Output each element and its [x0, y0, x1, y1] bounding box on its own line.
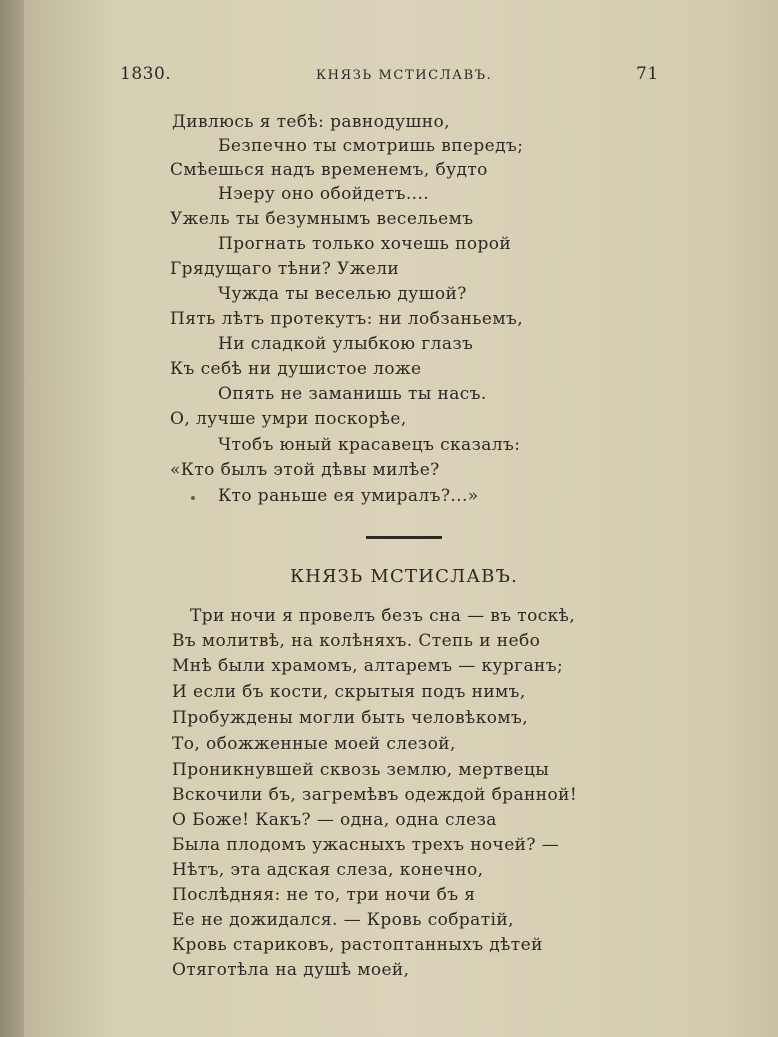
poem-line: Ее не дожидался. — Кровь собратій, — [172, 910, 514, 930]
section-title: КНЯЗЬ МСТИСЛАВЪ. — [290, 566, 519, 587]
poem-line: Кровь стариковъ, растоптанныхъ дѣтей — [172, 935, 543, 955]
poem-line: Ни сладкой улыбкою глазъ — [218, 334, 474, 354]
poem-line: Мнѣ были храмомъ, алтаремъ — курганъ; — [172, 656, 564, 676]
poem-line: Дивлюсь я тебѣ: равнодушно, — [172, 112, 450, 132]
poem-line: Чужда ты веселью душой? — [218, 284, 467, 304]
page-number: 71 — [636, 64, 659, 84]
poem-line: Грядущаго тѣни? Ужели — [170, 259, 400, 279]
ink-speck — [191, 496, 195, 500]
poem-line: Пять лѣтъ протекутъ: ни лобзаньемъ, — [170, 309, 524, 329]
poem-line: «Кто былъ этой дѣвы милѣе? — [170, 460, 440, 480]
poem-line: Три ночи я провелъ безъ сна — въ тоскѣ, — [190, 606, 576, 626]
poem-line: Къ себѣ ни душистое ложе — [170, 359, 422, 379]
poem-line: Ужель ты безумнымъ весельемъ — [170, 209, 474, 229]
poem-line: Въ молитвѣ, на колѣняхъ. Степь и небо — [172, 631, 541, 651]
poem-line: Пробуждены могли быть человѣкомъ, — [172, 708, 528, 728]
running-header-title: КНЯЗЬ МСТИСЛАВЪ. — [316, 68, 493, 83]
poem-line: И если бъ кости, скрытыя подъ нимъ, — [172, 682, 526, 702]
poem-line: Послѣдняя: не то, три ночи бъ я — [172, 885, 476, 905]
poem-line: Нэеру оно обойдетъ.... — [218, 184, 430, 204]
poem-line: Безпечно ты смотришь впередъ; — [218, 136, 524, 156]
poem-line: Вскочили бъ, загремѣвъ одеждой бранной! — [172, 785, 578, 805]
book-gutter — [0, 0, 24, 1037]
poem-line: О Боже! Какъ? — одна, одна слеза — [172, 810, 497, 830]
poem-line: Смѣешься надъ временемъ, будто — [170, 160, 488, 180]
running-header-year: 1830. — [120, 64, 172, 84]
poem-line: Отяготѣла на душѣ моей, — [172, 960, 410, 980]
poem-line: Опять не заманишь ты насъ. — [218, 384, 487, 404]
poem-line: О, лучше умри поскорѣе, — [170, 409, 407, 429]
poem-line: Была плодомъ ужасныхъ трехъ ночей? — — [172, 835, 560, 855]
poem-line: Кто раньше ея умиралъ?...» — [218, 486, 479, 506]
poem-line: Прогнать только хочешь порой — [218, 234, 512, 254]
poem-line: Нѣтъ, эта адская слеза, конечно, — [172, 860, 484, 880]
poem-line: То, обожженные моей слезой, — [172, 734, 456, 754]
section-divider — [366, 536, 442, 539]
poem-line: Проникнувшей сквозь землю, мертвецы — [172, 760, 550, 780]
poem-line: Чтобъ юный красавецъ сказалъ: — [218, 435, 521, 455]
